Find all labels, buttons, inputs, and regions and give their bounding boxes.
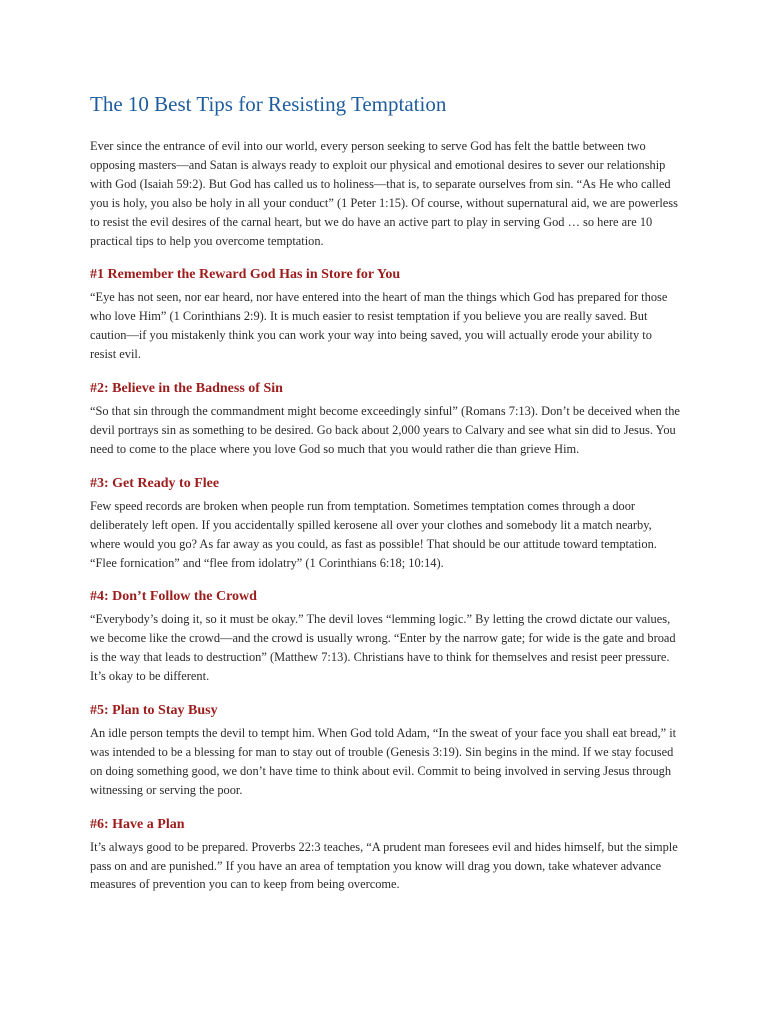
tip-5-section (90, 702, 680, 800)
tip-2-heading: #2: Believe in the Badness of Sin (90, 381, 283, 397)
tip-4-heading: #4: Don’t Follow the Crowd (90, 589, 257, 605)
document-page (90, 89, 680, 910)
tip-2-section (90, 380, 680, 459)
tip-5-body: An idle person tempts the devil to tempt him. When God told Adam, “In the sweat of your face you shall eat bread,” it was intended to be a blessing for man to stay out of trouble (Genesis 3:19). Sin begins in the mind. If we stay focused on doing something good, we don’t have time to think about evil. Commit to being involved in serving Jesus through witnessing or serving the poor. (90, 726, 677, 797)
tip-4-body: “Everybody’s doing it, so it must be okay.” The devil loves “lemming logic.” By letting the crowd dictate our values, we become like the crowd—and the crowd is usually wrong. “Enter by the narrow gate; for wide is the gate and broad is the way that leads to destruction” (Matthew 7:13). Christians have to think for themselves and resist peer pressure. It’s okay to be different. (90, 612, 676, 684)
intro-paragraph: Ever since the entrance of evil into our world, every person seeking to serve God has felt the battle between two opposing masters—and Satan is always ready to exploit our physical and emotional desires to sever our relationship with God (Isaiah 59:2). But God has called us to holiness—that is, to separate ourselves from sin. “As He who called you is holy, you also be holy in all your conduct” (1 Peter 1:15). Of course, without supernatural aid, we are powerless to resist the evil desires of the carnal heart, but we do have an active part to play in serving God … so here are 10 practical tips to help you overcome temptation. (90, 139, 678, 248)
tip-4-section (90, 588, 680, 686)
tip-3-section (90, 475, 680, 573)
tip-1-heading: #1 Remember the Reward God Has in Store for You (90, 267, 401, 283)
tip-1-body: “Eye has not seen, nor ear heard, nor have entered into the heart of man the things which God has prepared for those who love Him” (1 Corinthians 2:9). It is much easier to resist temptation if you believe you are really saved. But caution—if you mistakenly think you can work your way into being saved, you will actually erode your ability to resist evil. (90, 290, 668, 362)
tip-6-section (90, 816, 680, 895)
tip-5-heading: #5: Plan to Stay Busy (90, 703, 218, 719)
tip-1-section (90, 266, 680, 364)
tip-3-heading: #3: Get Ready to Flee (90, 475, 220, 491)
tip-6-body: It’s always good to be prepared. Proverbs 22:3 teaches, “A prudent man foresees evil and hides himself, but the simple pass on and are punished.” If you have an area of temptation you know will drag you down, take whatever advance measures of prevention you can to keep from being overcome. (90, 839, 678, 892)
tip-3-body: Few speed records are broken when people run from temptation. Sometimes temptation comes through a door deliberately left open. If you accidentally spilled kerosene all over your clothes and somebody lit a match nearby, where would you go? As far away as you could, as fast as possible! That should be our attitude toward temptation. “Flee fornication” and “flee from idolatry” (1 Corinthians 6:18; 10:14). (90, 498, 657, 570)
tip-2-body: “So that sin through the commandment might become exceedingly sinful” (Romans 7:13). Don’t be deceived when the devil portrays sin as something to be desired. Go back about 2,000 years to Calvary and see what sin did to Jesus. You need to come to the place where you love God so much that you would rather die than grieve Him. (90, 404, 680, 456)
tip-6-heading: #6: Have a Plan (90, 816, 185, 832)
document-title: The 10 Best Tips for Resisting Temptation (90, 92, 447, 116)
